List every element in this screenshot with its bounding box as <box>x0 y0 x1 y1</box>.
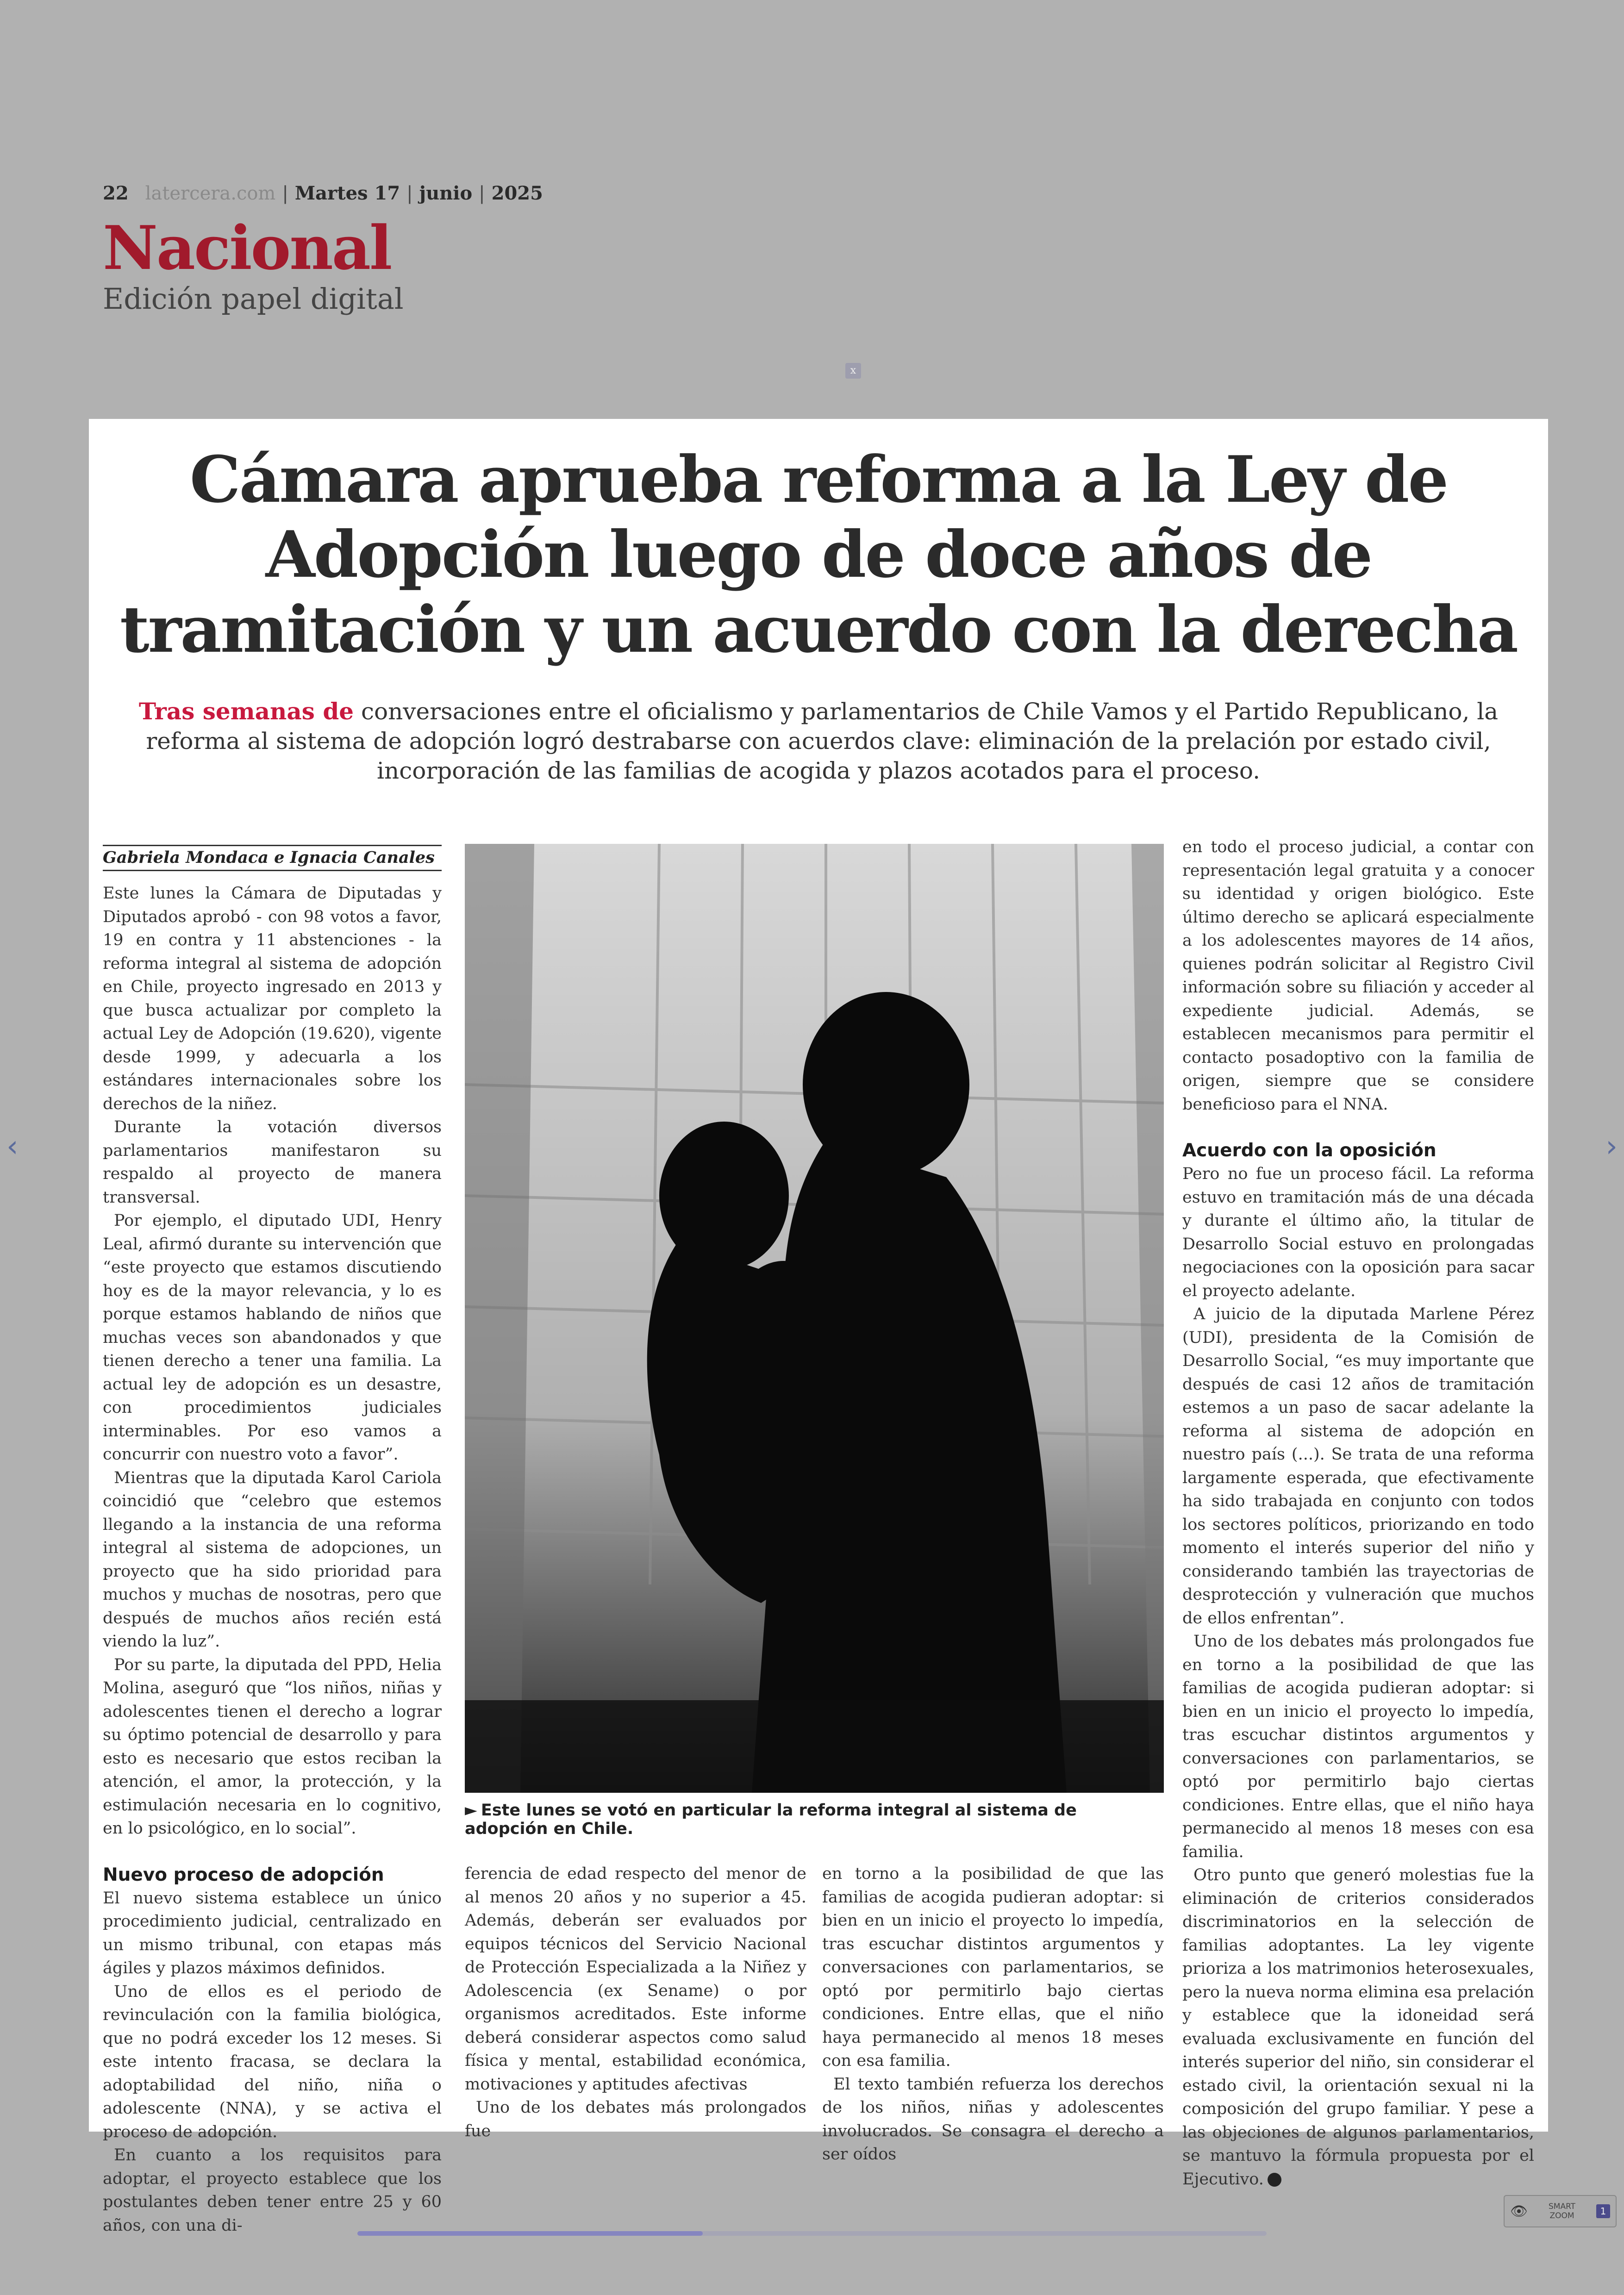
deck-text: conversaciones entre el oficialismo y parlamentarios de Chile Vamos y el Partido Republicano, la reforma al sistema de adopción logró destrabarse con acuerdos clave: eliminación de la prelación por estado civil, incorporación de las familias de acogida y plazos acotados para el proceso. <box>146 698 1499 784</box>
date-month: junio <box>419 182 473 204</box>
paragraph: Por ejemplo, el diputado UDI, Henry Leal, afirmó durante su intervención que “este proyecto que estamos discutiendo hoy es de la mayor relevancia, y lo es porque estamos hablando de niños que muchas veces son abandonados y que tienen derecho a tener una familia. La actual ley de adopción es un desastre, con procedimientos judiciales interminables. Por eso vamos a concurrir con nuestro voto a favor”. <box>103 1211 442 1464</box>
article-deck <box>117 697 1520 786</box>
separator: | <box>406 183 413 204</box>
eye-icon: 👁 <box>1510 2203 1528 2220</box>
paragraph: Este lunes la Cámara de Diputadas y Diputados aprobó - con 98 votos a favor, 19 en contra y 11 abstenciones - la reforma integral al sistema de adopción en Chile, proyecto ingresado en 2013 y que busca actualizar por completo la actual Ley de Adopción (19.620), vigente desde 1999, y adecuarla a los estándares internacionales sobre los derechos de la niñez. <box>103 884 442 1113</box>
edition-label: Edición papel digital <box>103 282 404 316</box>
date-day: Martes 17 <box>294 182 400 204</box>
separator: | <box>479 183 485 204</box>
paragraph: Uno de los debates más prolongados fue en torno a la posibilidad de que las familias de acogida pudieran adoptar: si bien en un inicio el proyecto lo impedía, tras escuchar distintos argumentos y conversaciones con parlamentarios, se optó por permitirlo bajo ciertas condiciones. Entre ellas, que el niño haya permanecido al menos 18 meses con esa familia. <box>1182 1632 1534 1861</box>
paragraph: Pero no fue un proceso fácil. La reforma estuvo en tramitación más de una década y durante el último año, la titular de Desarrollo Social estuvo en prolongadas negociaciones con la oposición para sacar el proyecto adelante. <box>1182 1165 1534 1300</box>
article-column-3 <box>822 1862 1164 2166</box>
paragraph: Por su parte, la diputada del PPD, Helia Molina, aseguró que “los niños, niñas y adolescentes tienen el derecho a lograr su óptimo potencial de desarrollo y para esto es necesario que estos reciban la atención, el amor, la protección, y la estimulación necesaria en lo cognitivo, en lo psicológico, en lo social”. <box>103 1655 442 1838</box>
paragraph: en todo el proceso judicial, a contar con representación legal gratuita y a conocer su identidad y origen biológico. Este último derecho se aplicará especialmente a los adolescentes mayores de 14 años, quienes podrán solicitar al Registro Civil información sobre su filiación y acceder al expediente judicial. Además, se establecen mecanismos para permitir el contacto posadoptivo con la familia de origen, siempre que se considere beneficioso para el NNA. <box>1182 838 1534 1114</box>
date-year: 2025 <box>491 182 543 204</box>
paragraph: Durante la votación diversos parlamentarios manifestaron su respaldo al proyecto de manera transversal. <box>103 1118 442 1207</box>
article-column-1 <box>103 882 442 2237</box>
newspaper-page <box>89 419 1548 2235</box>
article-column-2 <box>465 1862 806 2143</box>
paragraph: Uno de los debates más prolongados fue <box>465 2098 806 2140</box>
separator: | <box>282 183 288 204</box>
paragraph: ferencia de edad respecto del menor de al menos 20 años y no superior a 45. Además, deberán ser evaluados por equipos técnicos del Servicio Nacional de Protección Especializada a la Niñez y Adolescencia (ex Sename) o por organismos acreditados. Este informe deberá considerar aspectos como salud física y mental, estabilidad económica, motivaciones y aptitudes afectivas <box>465 1865 806 2094</box>
article-photo[interactable] <box>465 844 1164 1793</box>
masthead-meta-line <box>103 182 543 204</box>
caption-text: Este lunes se votó en particular la reforma integral al sistema de adopción en Chile. <box>465 1801 1077 1838</box>
paragraph: A juicio de la diputada Marlene Pérez (UDI), presidenta de la Comisión de Desarrollo Social, “es muy importante que después de casi 12 años de tramitación estemos a un paso de sacar adelante la reforma al sistema de adopción en nuestro país (...). Se trata de una reforma largamente esperada, que efectivamente ha sido trabajada en conjunto con todos los sectores políticos, priorizando en todo momento el interés superior del niño y considerando también las trayectorias de desprotección y vulneración que muchos de ellos enfrentan”. <box>1182 1305 1534 1628</box>
article-headline: Cámara aprueba reforma a la Ley de Adopción luego de doce años de tramitación y un acuerdo con la derecha <box>119 442 1518 667</box>
paragraph <box>1182 1864 1534 2191</box>
smart-zoom-label-line-2: ZOOM <box>1549 2211 1574 2220</box>
paragraph: Uno de ellos es el periodo de revinculación con la familia biológica, que no podrá exceder los 12 meses. Si este intento fracasa, se declara la adoptabilidad del niño, niña o adolescente (NNA), y se activa el proceso de adopción. <box>103 1982 442 2141</box>
site-name: latercera.com <box>145 183 276 204</box>
article-column-4 <box>1182 836 1534 2191</box>
smart-zoom-button[interactable] <box>1504 2195 1617 2227</box>
paragraph: El nuevo sistema establece un único procedimiento judicial, centralizado en un mismo tribunal, con etapas más ágiles y plazos máximos definidos. <box>103 1889 442 1977</box>
photo-silhouette <box>465 844 1164 1793</box>
page-marker-icon[interactable]: x <box>845 363 861 379</box>
next-page-arrow-icon[interactable]: › <box>1605 1129 1618 1164</box>
paragraph: Mientras que la diputada Karol Cariola coincidió que “celebro que estemos llegando a la instancia de una reforma integral al sistema de adopciones, un proyecto que ha sido prioridad para muchos y muchas de nosotras, pero que después de muchos años recién está viendo la luz”. <box>103 1468 442 1651</box>
previous-page-arrow-icon[interactable]: ‹ <box>6 1129 19 1164</box>
paragraph: En cuanto a los requisitos para adoptar, el proyecto establece que los postulantes deben tener entre 25 y 60 años, con una di- <box>103 2146 442 2235</box>
masthead <box>103 182 543 316</box>
deck-lead: Tras semanas de <box>138 698 354 725</box>
smart-zoom-label-line-1: SMART <box>1549 2202 1576 2211</box>
photo-caption <box>465 1801 1164 1838</box>
caption-triangle-icon: ► <box>465 1801 477 1820</box>
smart-zoom-label <box>1549 2202 1575 2220</box>
subheading: Nuevo proceso de adopción <box>103 1864 384 1885</box>
page-count-badge: 1 <box>1596 2204 1610 2218</box>
page-number: 22 <box>103 182 129 204</box>
paragraph: en torno a la posibilidad de que las familias de acogida pudieran adoptar: si bien en un inicio el proyecto lo impedía, tras escuchar distintos argumentos y conversaciones con parlamentarios, se optó por permitirlo bajo ciertas condiciones. Entre ellas, que el niño haya permanecido al menos 18 meses con esa familia. <box>822 1865 1164 2070</box>
paragraph: El texto también refuerza los derechos de los niños, niñas y adolescentes involucrados. Se consagra el derecho a ser oídos <box>822 2075 1164 2164</box>
article-byline: Gabriela Mondaca e Ignacia Canales <box>103 845 442 871</box>
paragraph-text: Otro punto que generó molestias fue la eliminación de criterios considerados discriminatorios en la selección de familias adoptantes. La ley vigente prioriza a los matrimonios heterosexuales, pero la nueva norma elimina esa prelación y establece que la idoneidad será evaluada exclusivamente en función del interés superior del niño, sin considerar el estado civil, la orientación sexual ni la composición del grupo familiar. Y pese a las objeciones de algunos parlamentarios, se mantuvo la fórmula propuesta por el Ejecutivo. <box>1182 1866 1534 2189</box>
subheading: Acuerdo con la oposición <box>1182 1140 1437 1161</box>
page-progress-fill <box>357 2231 703 2236</box>
page-progress-bar[interactable] <box>357 2231 1267 2236</box>
end-of-article-icon <box>1268 2173 1281 2187</box>
section-title: Nacional <box>103 212 391 283</box>
